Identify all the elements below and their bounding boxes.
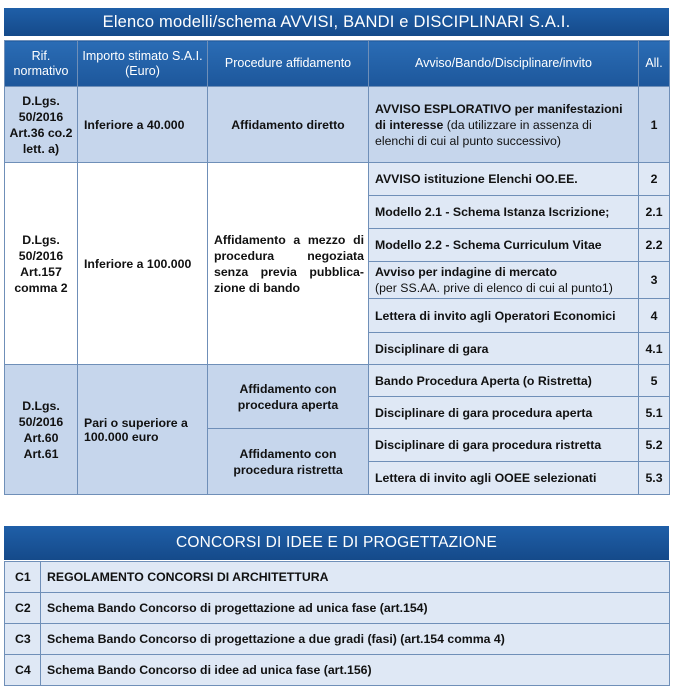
rif-line: Art.60 [23, 430, 59, 445]
allegato-number: 4.1 [639, 333, 670, 365]
importo-cell: Inferiore a 100.000 [78, 163, 208, 365]
document-note: (per SS.AA. prive di elenco di cui al punto1) [375, 281, 613, 295]
rif-line: 50/2016 [18, 248, 64, 263]
procedura-line: procedura aperta [237, 397, 339, 412]
concorso-text: Schema Bando Concorso di progettazione a due gradi (fasi) (art.154 comma 4) [41, 624, 670, 655]
concorso-code: C2 [5, 593, 41, 624]
concorso-text: Schema Bando Concorso di progettazione ad unica fase (art.154) [41, 593, 670, 624]
allegato-number: 1 [639, 87, 670, 163]
procedura-aperta-cell [208, 365, 369, 429]
header-importo: Importo stimato S.A.I. (Euro) [78, 41, 208, 87]
document-cell [369, 87, 639, 163]
allegato-number: 5.1 [639, 397, 670, 429]
importo-cell: Inferiore a 40.000 [78, 87, 208, 163]
concorso-code: C3 [5, 624, 41, 655]
concorsi-table [4, 561, 670, 686]
document-cell: Bando Procedura Aperta (o Ristretta) [369, 365, 639, 397]
importo-line: Pari o superiore a [84, 415, 188, 430]
rif-cell [5, 163, 78, 365]
procedura-line: Affidamento con [239, 381, 337, 396]
procedura-cell: Affidamento a mezzo di procedura negoziata senza previa pubblicazione di bando [208, 163, 369, 365]
document-title: AVVISO ESPLORATIVO per manifestazioni di interesse [375, 101, 623, 132]
rif-line: D.Lgs. [22, 93, 60, 108]
table-row [5, 163, 670, 196]
table-row [5, 593, 670, 624]
table-row [5, 624, 670, 655]
concorsi-title: CONCORSI DI IDEE E DI PROGETTAZIONE [4, 526, 669, 560]
document-cell: Disciplinare di gara procedura aperta [369, 397, 639, 429]
rif-cell [5, 87, 78, 163]
allegato-number: 2 [639, 163, 670, 196]
header-all: All. [639, 41, 670, 87]
concorso-code: C4 [5, 655, 41, 686]
concorso-code: C1 [5, 562, 41, 593]
document-cell: Disciplinare di gara [369, 333, 639, 365]
rif-line: Art.36 co.2 [9, 125, 73, 140]
models-table [4, 40, 670, 495]
rif-line: 50/2016 [18, 109, 64, 124]
allegato-number: 3 [639, 262, 670, 299]
rif-cell [5, 365, 78, 495]
allegato-number: 5 [639, 365, 670, 397]
rif-line: D.Lgs. [22, 398, 60, 413]
allegato-number: 5.2 [639, 429, 670, 462]
header-rif: Rif. normativo [5, 41, 78, 87]
rif-line: comma 2 [14, 280, 68, 295]
document-title: Avviso per indagine di mercato [375, 265, 557, 279]
concorso-text: REGOLAMENTO CONCORSI DI ARCHITETTURA [41, 562, 670, 593]
document-cell: Modello 2.2 - Schema Curriculum Vitae [369, 229, 639, 262]
header-procedure: Procedure affidamento [208, 41, 369, 87]
document-cell: Disciplinare di gara procedura ristretta [369, 429, 639, 462]
document-cell [369, 262, 639, 299]
procedura-cell: Affidamento diretto [208, 87, 369, 163]
header-row [5, 41, 670, 87]
rif-line: D.Lgs. [22, 232, 60, 247]
document-note: (da utilizzare in assenza di elenchi di cui al punto successivo) [375, 117, 592, 148]
main-title: Elenco modelli/schema AVVISI, BANDI e DISCIPLINARI S.A.I. [4, 8, 669, 36]
importo-line: 100.000 euro [84, 429, 159, 444]
table-row [5, 562, 670, 593]
concorso-text: Schema Bando Concorso di idee ad unica fase (art.156) [41, 655, 670, 686]
header-avviso: Avviso/Bando/Disciplinare/invito [369, 41, 639, 87]
document-cell: Lettera di invito agli Operatori Economici [369, 299, 639, 333]
document-cell: Modello 2.1 - Schema Istanza Iscrizione; [369, 196, 639, 229]
allegato-number: 4 [639, 299, 670, 333]
table-row [5, 655, 670, 686]
allegato-number: 2.2 [639, 229, 670, 262]
allegato-number: 5.3 [639, 462, 670, 495]
rif-line: Art.157 [20, 264, 62, 279]
document-cell: Lettera di invito agli OOEE selezionati [369, 462, 639, 495]
procedura-ristretta-cell [208, 429, 369, 495]
rif-line: 50/2016 [18, 414, 64, 429]
allegato-number: 2.1 [639, 196, 670, 229]
document-cell: AVVISO istituzione Elenchi OO.EE. [369, 163, 639, 196]
rif-line: lett. a) [22, 141, 60, 156]
procedura-line: procedura ristretta [233, 462, 343, 477]
importo-cell [78, 365, 208, 495]
table-row [5, 365, 670, 397]
procedura-line: Affidamento con [239, 446, 337, 461]
table-row [5, 87, 670, 163]
rif-line: Art.61 [23, 446, 59, 461]
